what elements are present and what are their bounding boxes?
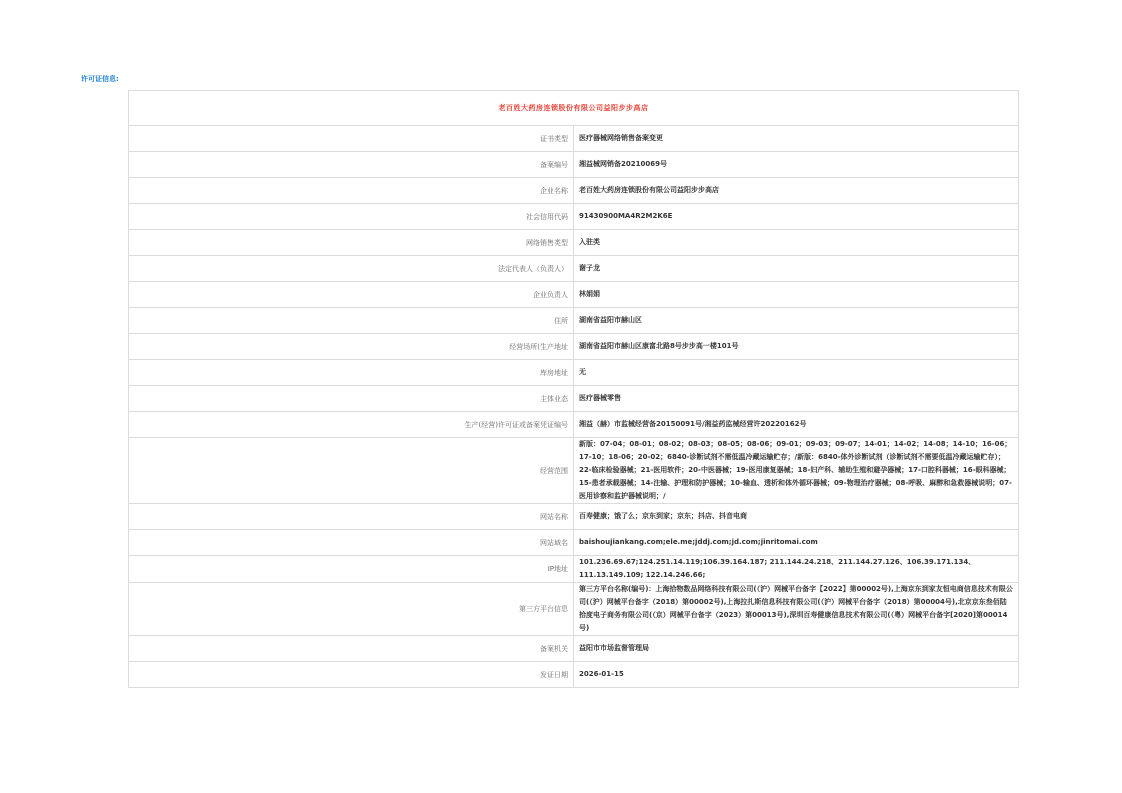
row-label: 住所 [129, 308, 574, 334]
row-label: 库房地址 [129, 360, 574, 386]
row-label: 网站名称 [129, 504, 574, 530]
row-value: 林娟娟 [574, 282, 1019, 308]
row-label: 法定代表人（负责人） [129, 256, 574, 282]
row-label: 经营范围 [129, 438, 574, 504]
license-info-table [128, 90, 1019, 688]
row-value: 谢子龙 [574, 256, 1019, 282]
row-value: 益阳市市场监督管理局 [574, 636, 1019, 662]
row-value: 新版：07-04；08-01；08-02；08-03；08-05；08-06；09-01；09-03；09-07；14-01；14-02；14-08；14-10；16-06；17-10；18-06；20-02；6840-诊断试剂不需低温冷藏运输贮存；/新版：6840-体外诊断试剂（诊断试剂不需要低温冷藏运输贮存）；22-临床检验器械；21-医用软件；20-中医器械；19-医用康复器械；18-妇产科、辅助生殖和避孕器械；17-口腔科器械；16-眼科器械；15-患者承载器械；14-注输、护理和防护器械；10-输血、透析和体外循环器械；09-物理治疗器械；08-呼吸、麻醉和急救器械说明；07-医用诊察和监护器械说明；/ [574, 438, 1019, 504]
table-row [129, 438, 1019, 504]
row-value: 老百姓大药房连锁股份有限公司益阳步步高店 [574, 178, 1019, 204]
table-row [129, 178, 1019, 204]
table-row [129, 412, 1019, 438]
table-row [129, 256, 1019, 282]
row-value: 百寿健康；饿了么；京东到家；京东；抖店、抖音电商 [574, 504, 1019, 530]
row-label: 备案编号 [129, 152, 574, 178]
row-label: 网络销售类型 [129, 230, 574, 256]
table-row [129, 530, 1019, 556]
row-value: 101.236.69.67;124.251.14.119;106.39.164.187; 211.144.24.218、211.144.27.126、106.39.171.134、111.13.149.109; 122.14.246.66; [574, 556, 1019, 583]
row-label: 社会信用代码 [129, 204, 574, 230]
row-value: 医疗器械网络销售备案变更 [574, 126, 1019, 152]
row-label: 主体业态 [129, 386, 574, 412]
row-label: 发证日期 [129, 662, 574, 688]
row-label: 第三方平台信息 [129, 583, 574, 636]
row-value: baishoujiankang.com;ele.me;jddj.com;jd.com;jinritomai.com [574, 530, 1019, 556]
table-row [129, 230, 1019, 256]
table-row [129, 386, 1019, 412]
table-row [129, 282, 1019, 308]
row-label: 证书类型 [129, 126, 574, 152]
table-row [129, 204, 1019, 230]
row-label: IP地址 [129, 556, 574, 583]
row-value: 湘益（赫）市监械经营备20150091号/湘益药监械经营许20220162号 [574, 412, 1019, 438]
row-value: 医疗器械零售 [574, 386, 1019, 412]
table-row [129, 504, 1019, 530]
table-row [129, 556, 1019, 583]
row-label: 备案机关 [129, 636, 574, 662]
row-value: 湖南省益阳市赫山区 [574, 308, 1019, 334]
table-row [129, 126, 1019, 152]
table-row [129, 583, 1019, 636]
table-row [129, 636, 1019, 662]
table-row [129, 334, 1019, 360]
row-label: 生产(经营)许可证或备案凭证编号 [129, 412, 574, 438]
row-label: 网站域名 [129, 530, 574, 556]
row-label: 企业负责人 [129, 282, 574, 308]
license-info-label: 许可证信息: [81, 75, 119, 83]
table-row [129, 662, 1019, 688]
row-value: 湘益械网销备20210069号 [574, 152, 1019, 178]
company-title: 老百姓大药房连锁股份有限公司益阳步步高店 [129, 91, 1019, 126]
row-value: 入驻类 [574, 230, 1019, 256]
row-value: 无 [574, 360, 1019, 386]
row-value: 2026-01-15 [574, 662, 1019, 688]
table-row [129, 308, 1019, 334]
table-row [129, 360, 1019, 386]
row-label: 企业名称 [129, 178, 574, 204]
table-row [129, 152, 1019, 178]
row-value: 第三方平台名称(编号)：上海拾物数品网络科技有限公司(（沪）网械平台备字【2022】第00002号),上海京东到家友恒电商信息技术有限公司(（沪）网械平台备字（2018）第00002号),上海拉扎斯信息科技有限公司(（沪）网械平台备字（2018）第00004号),北京京东叁佰陆拾度电子商务有限公司(（京）网械平台备字（2023）第00013号),深圳百寿健康信息技术有限公司(（粤）网械平台备字[2020]第00014号) [574, 583, 1019, 636]
row-label: 经营场所(生产地址 [129, 334, 574, 360]
row-value: 湖南省益阳市赫山区康富北路8号步步高一楼101号 [574, 334, 1019, 360]
row-value: 91430900MA4R2M2K6E [574, 204, 1019, 230]
